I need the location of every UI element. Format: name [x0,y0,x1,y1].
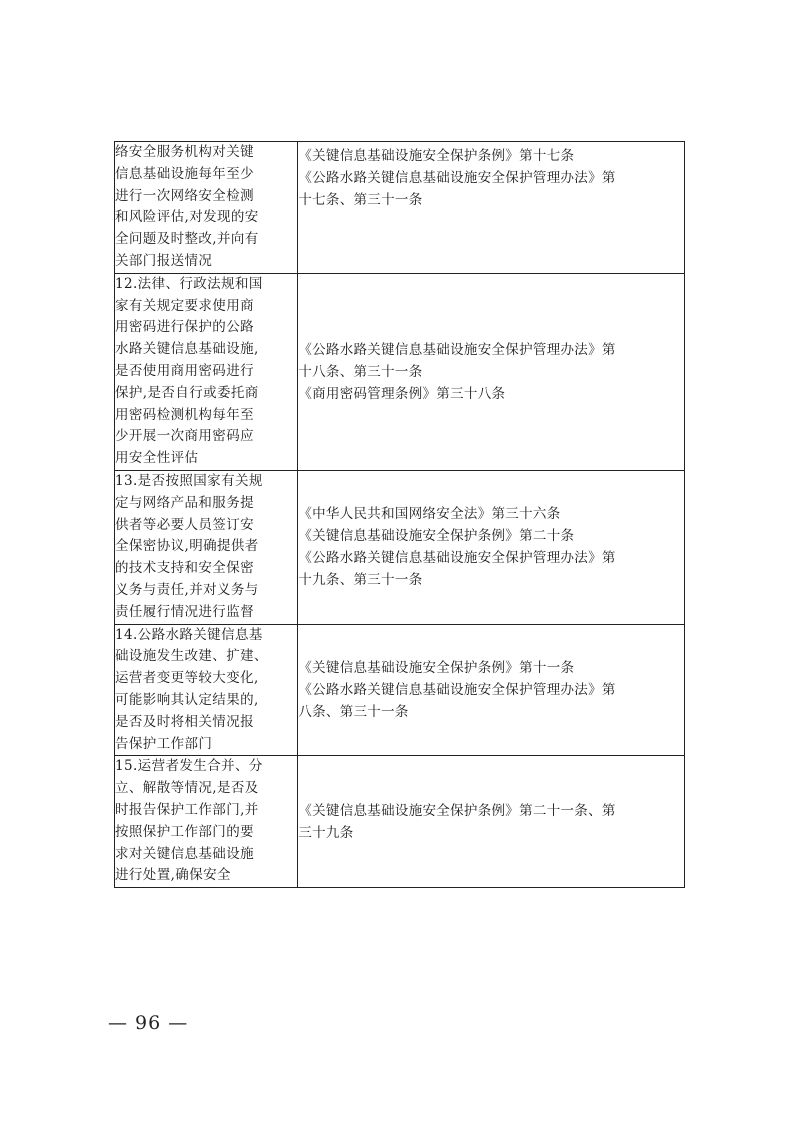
table-row [115,624,685,756]
item-line: 保护,是否自行或委托商 [115,384,259,401]
item-line: 进行处置,确保安全 [115,867,231,884]
item-line: 责任履行情况进行监督 [115,603,254,620]
item-line: 关部门报送情况 [115,252,213,269]
item-line: 14.公路水路关键信息基 [115,626,263,643]
legal-basis-cell [298,142,685,274]
item-line: 立、解散等情况,是否及 [115,780,259,797]
item-line: 家有关规定要求使用商 [115,297,254,314]
item-line: 按照保护工作部门的要 [115,823,254,840]
table-row [115,142,685,274]
table-row [115,470,685,624]
legal-basis-cell [298,273,685,470]
basis-line: 《关键信息基础设施安全保护条例》第十一条 [298,659,575,676]
item-line: 时报告保护工作部门,并 [115,801,259,818]
basis-line: 《公路水路关键信息基础设施安全保护管理办法》第 [298,341,616,358]
item-line: 是否使用商用密码进行 [115,362,254,379]
item-line: 用密码检测机构每年至 [115,406,254,423]
item-line: 定与网络产品和服务提 [115,494,254,511]
item-line: 15.运营者发生合并、分 [115,758,263,775]
item-line: 水路关键信息基础设施, [115,341,259,358]
item-line: 和风险评估,对发现的安 [115,209,259,226]
item-line: 全问题及时整改,并向有 [115,231,259,248]
item-line: 告保护工作部门 [115,735,213,752]
basis-line: 三十九条 [298,824,354,841]
legal-basis-cell [298,470,685,624]
basis-line: 十九条、第三十一条 [298,572,423,589]
item-line: 络安全服务机构对关键 [115,144,254,160]
inspection-item-cell [115,142,298,274]
item-line: 进行一次网络安全检测 [115,187,254,204]
basis-line: 《关键信息基础设施安全保护条例》第二十条 [298,528,575,545]
inspection-item-cell [115,756,298,888]
item-line: 可能影响其认定结果的, [115,691,259,708]
item-line: 运营者变更等较大变化, [115,670,259,687]
item-line: 础设施发生改建、扩建、 [115,648,268,665]
inspection-item-cell [115,470,298,624]
item-line: 少开展一次商用密码应 [115,428,254,445]
basis-line: 《中华人民共和国网络安全法》第三十六条 [298,506,561,523]
item-line: 求对关键信息基础设施 [115,845,254,862]
basis-line: 《公路水路关键信息基础设施安全保护管理办法》第 [298,170,616,186]
item-line: 的技术支持和安全保密 [115,560,254,577]
basis-line: 《公路水路关键信息基础设施安全保护管理办法》第 [298,550,616,567]
basis-line: 《商用密码管理条例》第三十八条 [298,385,506,402]
legal-basis-cell [298,756,685,888]
basis-line: 《关键信息基础设施安全保护条例》第二十一条、第 [298,802,616,819]
basis-line: 《关键信息基础设施安全保护条例》第十七条 [298,148,575,164]
basis-line: 十八条、第三十一条 [298,363,423,380]
item-line: 12.法律、行政法规和国 [115,275,263,292]
item-line: 13.是否按照国家有关规 [115,472,263,489]
item-line: 是否及时将相关情况报 [115,713,254,730]
item-line: 信息基础设施每年至少 [115,165,254,182]
item-line: 用安全性评估 [115,450,199,467]
basis-line: 八条、第三十一条 [298,703,409,720]
basis-line: 《公路水路关键信息基础设施安全保护管理办法》第 [298,681,616,698]
legal-basis-cell [298,624,685,756]
item-line: 供者等必要人员签订安 [115,516,254,533]
regulation-table [114,141,685,888]
table-row [115,273,685,470]
inspection-item-cell [115,624,298,756]
basis-line: 十七条、第三十一条 [298,192,423,208]
item-line: 义务与责任,并对义务与 [115,581,259,598]
item-line: 用密码进行保护的公路 [115,319,254,336]
item-line: 全保密协议,明确提供者 [115,538,259,555]
inspection-item-cell [115,273,298,470]
table-row [115,756,685,888]
page-number: — 96 — [108,1012,189,1034]
regulation-table-body [115,142,685,888]
